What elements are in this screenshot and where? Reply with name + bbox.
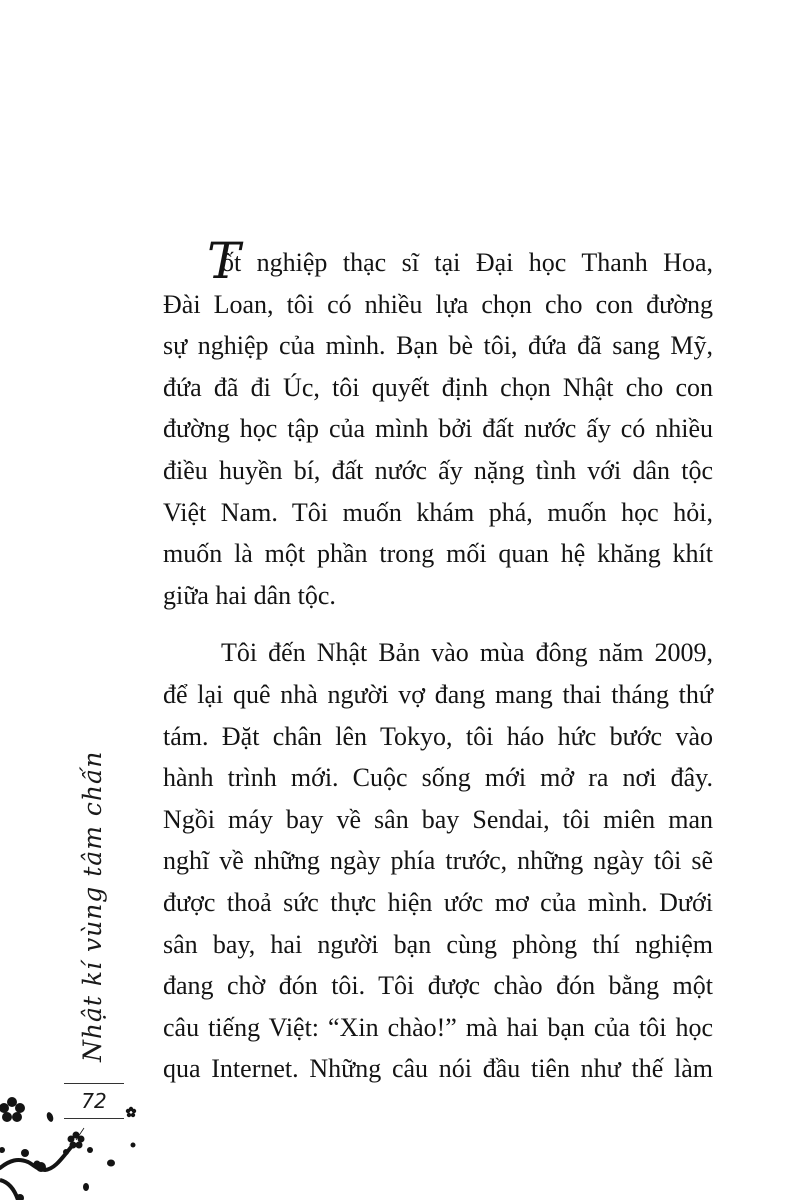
paragraph-1 — [163, 232, 713, 616]
text-line: câu tiếng Việt: “Xin chào!” mà hai bạn của tôi học — [163, 1012, 713, 1042]
paragraph-2 — [163, 632, 713, 1090]
text-line: hành trình mới. Cuộc sống mới mở ra nơi đây. — [163, 763, 713, 793]
text-line: đang chờ đón tôi. Tôi được chào đón bằng một — [163, 971, 713, 1001]
text-line: Tôi đến Nhật Bản vào mùa đông năm 2009, — [221, 638, 713, 668]
text-line: tám. Đặt chân lên Tokyo, tôi háo hức bước vào — [163, 721, 713, 751]
body-text — [163, 232, 713, 1090]
running-title: Nhật kí vùng tâm chấn — [78, 750, 107, 1062]
text-line: Việt Nam. Tôi muốn khám phá, muốn học hỏi, — [163, 497, 713, 527]
text-line: điều huyền bí, đất nước ấy nặng tình với dân tộc — [163, 455, 713, 485]
cherry-blossom-icon — [0, 1090, 170, 1200]
text-line: để lại quê nhà người vợ đang mang thai tháng thứ — [163, 679, 713, 709]
text-line: đứa đã đi Úc, tôi quyết định chọn Nhật cho con — [163, 372, 713, 402]
text-line: sân bay, hai người bạn cùng phòng thí nghiệm — [163, 929, 713, 959]
text-line: Đài Loan, tôi có nhiều lựa chọn cho con đường — [163, 289, 713, 319]
line-text: ốt nghiệp thạc sĩ tại Đại học Thanh Hoa, — [221, 248, 713, 277]
text-line: qua Internet. Những câu nói đầu tiên như thế làm — [163, 1054, 713, 1084]
text-line: đường học tập của mình bởi đất nước ấy có nhiều — [163, 414, 713, 444]
drop-cap: T — [207, 232, 241, 290]
text-line — [163, 232, 713, 290]
text-line: được thoả sức thực hiện ước mơ của mình. Dưới — [163, 887, 713, 917]
text-line: muốn là một phần trong mối quan hệ khăng khít — [163, 539, 713, 569]
text-line: nghĩ về những ngày phía trước, những ngày tôi sẽ — [163, 846, 713, 876]
page-number: 72 — [81, 1089, 107, 1113]
text-line: sự nghiệp của mình. Bạn bè tôi, đứa đã sang Mỹ, — [163, 331, 713, 361]
text-line: giữa hai dân tộc. — [163, 580, 336, 610]
text-line: Ngồi máy bay về sân bay Sendai, tôi miên man — [163, 804, 713, 834]
